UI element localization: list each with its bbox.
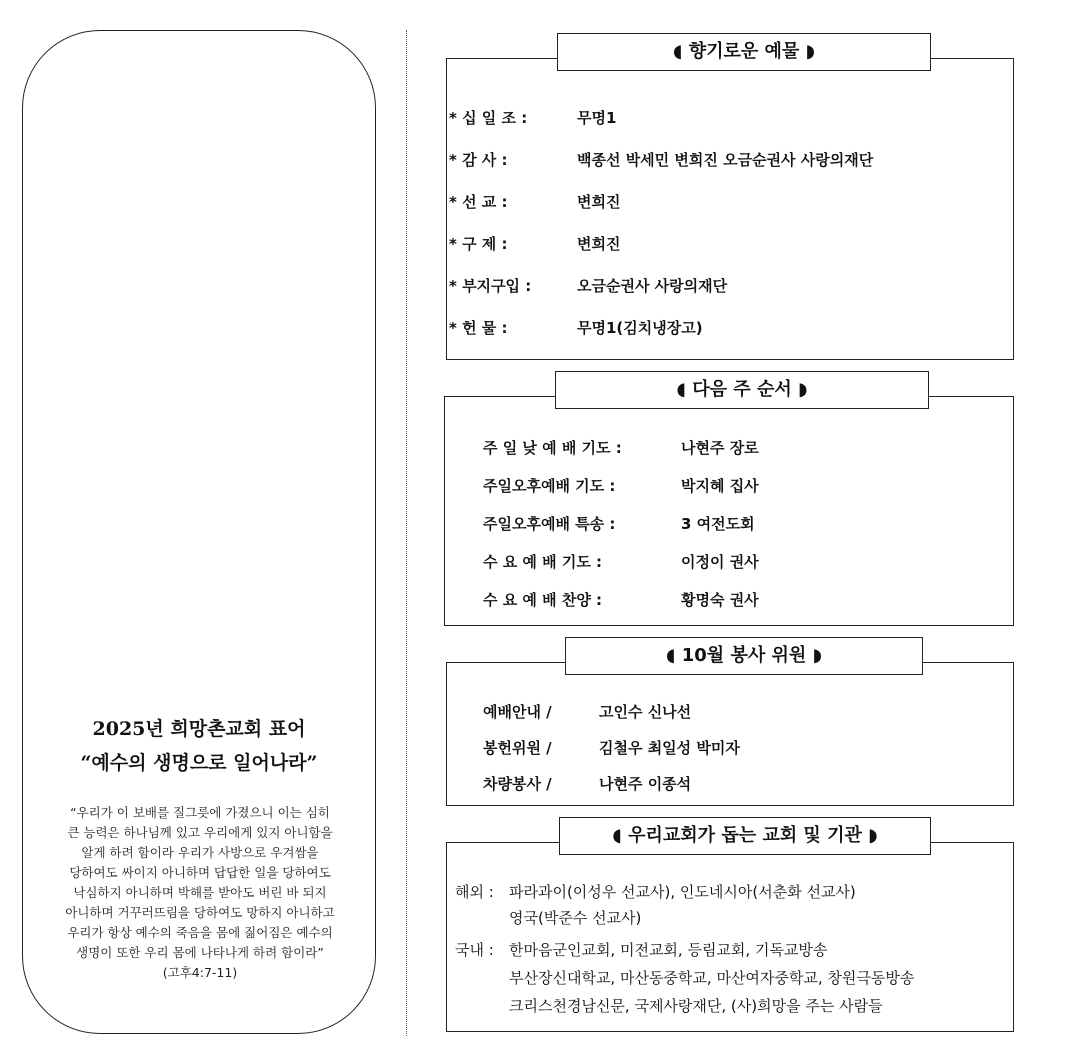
verse-line: “우리가 이 보배를 질그릇에 가졌으니 이는 심히 [70,805,330,820]
verse-line: 알게 하려 함이라 우리가 사방으로 우겨쌈을 [81,845,319,860]
schedule-label: 주 일 낮 예 배 기도 : [483,439,622,457]
volunteer-names: 김철우 최일성 박미자 [599,739,740,757]
schedule-label: 주일오후예배 기도 : [483,477,616,495]
volunteer-row [483,701,691,722]
verse-line: 생명이 또한 우리 몸에 나타나게 하려 함이라” [76,945,324,960]
offerings-title: ◖ 향기로운 예물 ◗ [557,33,931,71]
offering-label: * 헌 물 : [449,319,508,337]
volunteer-row [483,737,740,758]
offering-row [449,233,620,254]
offering-value: 변희진 [577,193,621,211]
offerings-box [446,41,1014,360]
motto-theme: “예수의 생명으로 일어나라” [80,752,318,774]
support-box [446,825,1014,1032]
offering-row [449,317,703,338]
offering-value: 무명1(김치냉장고) [577,319,703,337]
verse-line: 당하여도 싸이지 아니하며 답답한 일을 당하여도 [69,865,331,880]
domestic-line: 크리스천경남신문, 국제사랑재단, (사)희망을 주는 사람들 [509,997,883,1015]
offering-label: * 구 제 : [449,235,508,253]
schedule-label: 수 요 예 배 찬양 : [483,591,603,609]
motto-verse [33,803,367,983]
offering-row [449,107,616,128]
offering-value: 변희진 [577,235,621,253]
schedule-value: 3 여전도회 [681,515,755,533]
offering-value: 백종선 박세민 변희진 오금순권사 사랑의재단 [577,151,874,169]
verse-line: 큰 능력은 하나님께 있고 우리에게 있지 아니함을 [67,825,333,840]
volunteer-label: 차량봉사 / [483,775,552,793]
offering-value: 무명1 [577,109,617,127]
motto-year-title: 2025년 희망촌교회 표어 [92,718,306,740]
volunteers-title: ◖ 10월 봉사 위원 ◗ [565,637,923,675]
volunteer-row [483,773,691,794]
overseas-line: 영국(박준수 선교사) [509,909,642,927]
domestic-row [455,939,827,960]
next-week-box [444,379,1014,626]
verse-line: 우리가 항상 예수의 죽음을 몸에 짊어짐은 예수의 [67,925,333,940]
offering-label: * 감 사 : [449,151,508,169]
volunteer-names: 나현주 이종석 [599,775,692,793]
domestic-line: 부산장신대학교, 마산동중학교, 마산여자중학교, 창원극동방송 [509,969,915,987]
schedule-value: 나현주 장로 [681,439,759,457]
domestic-label: 국내 : [455,941,494,959]
offering-label: * 부지구입 : [449,277,532,295]
schedule-value: 박지혜 집사 [681,477,759,495]
domestic-row [509,995,883,1016]
schedule-row [483,475,759,496]
offering-row [449,149,873,170]
verse-line: 아니하며 거꾸러뜨림을 당하여도 망하지 아니하고 [65,905,335,920]
offering-label: * 십 일 조 : [449,109,528,127]
overseas-label: 해외 : [455,883,494,901]
schedule-row [483,437,759,458]
schedule-row [483,589,759,610]
schedule-label: 주일오후예배 특송 : [483,515,616,533]
next-week-title: ◖ 다음 주 순서 ◗ [555,371,929,409]
verse-line: 낙심하지 아니하며 박해를 받아도 버린 바 되지 [73,885,327,900]
verse-reference: (고후4:7-11) [162,965,238,980]
schedule-label: 수 요 예 배 기도 : [483,553,603,571]
support-title: ◖ 우리교회가 돕는 교회 및 기관 ◗ [559,817,931,855]
schedule-value: 이정이 권사 [681,553,759,571]
motto-panel [22,30,376,1034]
overseas-row [509,907,641,928]
schedule-row [483,551,759,572]
volunteer-names: 고인수 신나선 [599,703,692,721]
offering-value: 오금순권사 사랑의재단 [577,277,728,295]
offering-row [449,275,727,296]
fold-divider [406,30,407,1036]
schedule-row [483,513,755,534]
volunteers-box [446,645,1014,806]
domestic-line: 한마음군인교회, 미전교회, 등림교회, 기독교방송 [509,941,828,959]
volunteer-label: 예배안내 / [483,703,552,721]
schedule-value: 황명숙 권사 [681,591,759,609]
overseas-row [455,881,856,902]
volunteer-label: 봉헌위원 / [483,739,552,757]
offering-label: * 선 교 : [449,193,508,211]
offering-row [449,191,620,212]
overseas-line: 파라과이(이성우 선교사), 인도네시아(서춘화 선교사) [509,883,856,901]
domestic-row [509,967,914,988]
